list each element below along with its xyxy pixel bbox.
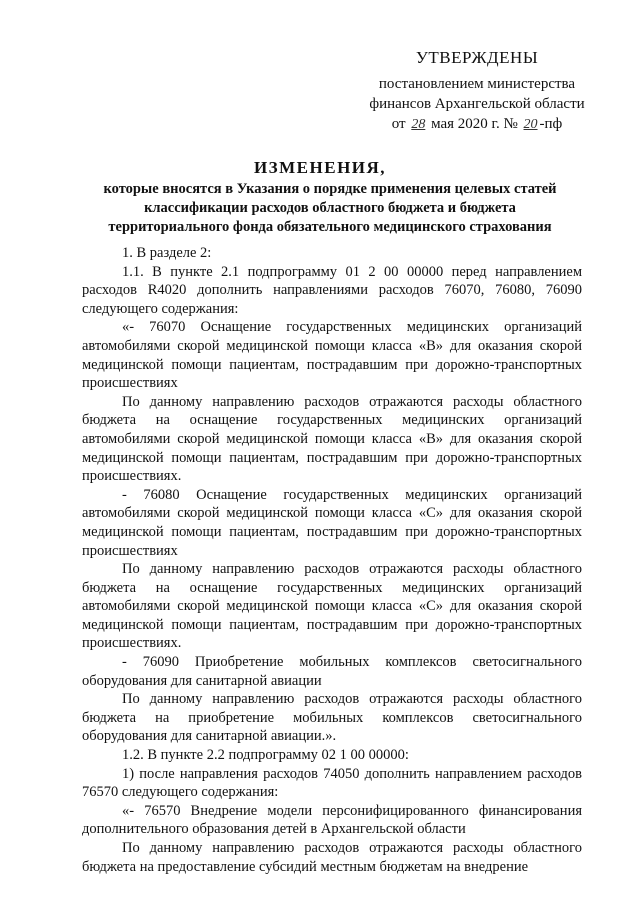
approval-date-line [352, 114, 602, 135]
paragraph: 1.1. В пункте 2.1 подпрограмму 01 2 00 00000 перед направлением расходов R4020 дополнить направлениями расходов 76070, 76080, 76090 следующего содержания: [82, 263, 582, 317]
document-body [82, 244, 582, 876]
paragraph: По данному направлению расходов отражаются расходы областного бюджета на приобретение мобильных комплексов светосигнального оборудования для санитарной авиации.». [82, 691, 582, 745]
date-day-handwritten: 28 [411, 117, 426, 132]
document-subtitle: которые вносятся в Указания о порядке применения целевых статей классификации расходов областного бюджета и бюджета территориального фонда обязательного медицинского страхования [103, 181, 557, 235]
date-prefix: от [391, 116, 406, 132]
paragraph: «- 76570 Внедрение модели персонифицированного финансирования дополнительного образования детей в Архангельской области [82, 802, 582, 838]
paragraph: По данному направлению расходов отражаются расходы областного бюджета на оснащение государственных медицинских организаций автомобилями скорой медицинской помощи класса «С» для оказания скорой медицинской помощи пациентам, пострадавшим при дорожно-транспортных происшествиях. [82, 561, 582, 652]
paragraph: По данному направлению расходов отражаются расходы областного бюджета на оснащение государственных медицинских организаций автомобилями скорой медицинской помощи класса «В» для оказания скорой медицинской помощи пациентам, пострадавшим при дорожно-транспортных происшествиях. [82, 393, 582, 485]
doc-suffix: -пф [539, 116, 563, 132]
paragraph: По данному направлению расходов отражаются расходы областного бюджета на предоставление субсидий местным бюджетам на внедрение [82, 840, 582, 875]
paragraph: «- 76070 Оснащение государственных медицинских организаций автомобилями скорой медицинской помощи класса «В» для оказания скорой медицинской помощи пациентам, пострадавшим при дорожно-транспортных происшествиях [82, 319, 582, 392]
paragraph: 1.2. В пункте 2.2 подпрограмму 02 1 00 00000: [122, 747, 409, 764]
paragraph: - 76080 Оснащение государственных медицинских организаций автомобилями скорой медицинской помощи класса «С» для оказания скорой медицинской помощи пациентам, пострадавшим при дорожно-транспортных происшествиях [82, 486, 582, 559]
date-rest: мая 2020 г. № [431, 116, 518, 132]
doc-number-handwritten: 20 [523, 117, 538, 132]
approval-heading: УТВЕРЖДЕНЫ [415, 48, 539, 67]
paragraph: - 76090 Приобретение мобильных комплексов светосигнального оборудования для санитарной авиации [82, 654, 582, 689]
approval-block [352, 48, 602, 135]
approval-line-2: финансов Архангельской области [369, 96, 585, 112]
document-title: ИЗМЕНЕНИЯ, [253, 158, 387, 177]
approval-line-1: постановлением министерства [378, 76, 576, 92]
paragraph-section: 1. В разделе 2: [122, 245, 212, 261]
paragraph: 1) после направления расходов 74050 дополнить направлением расходов 76570 следующего содержания: [82, 765, 582, 801]
